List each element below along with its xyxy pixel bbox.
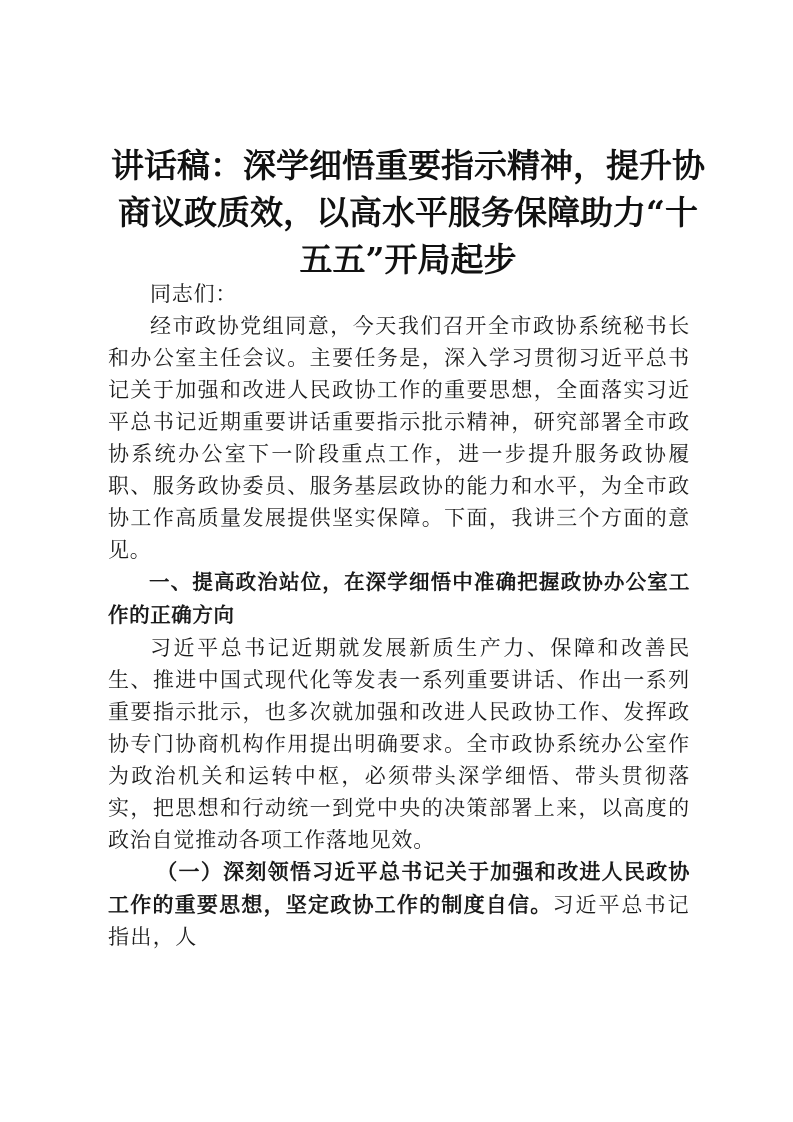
document-title: 讲话稿：深学细悟重要指示精神，提升协商议政质效，以高水平服务保障助力“十五五”开局起步 xyxy=(111,146,705,279)
section-1-paragraph: 习近平总书记近期就发展新质生产力、保障和改善民生、推进中国式现代化等发表一系列重要讲话、作出一系列重要指示批示，也多次就加强和改进人民政协工作、发挥政协专门协商机构作用提出明确要求。全市政协系统办公室作为政治机关和运转中枢，必须带头深学细悟、带头贯彻落实，把思想和行动统一到党中央的决策部署上来，以高度的政治自觉推动各项工作落地见效。 xyxy=(108,636,690,852)
subsection-1-text: 习近平总书记指出，人 xyxy=(108,892,691,949)
subsection-1-heading: （一）深刻领悟习近平总书记关于加强和改进人民政协工作的重要思想，坚定政协工作的制度自信。 xyxy=(108,860,690,917)
section-1-heading: 一、提高政治站位，在深学细悟中准确把握政协办公室工作的正确方向 xyxy=(108,570,690,627)
salutation: 同志们： xyxy=(150,282,238,306)
subsection-1-paragraph xyxy=(108,856,690,954)
document-body xyxy=(108,278,690,954)
intro-paragraph: 经市政协党组同意，今天我们召开全市政协系统秘书长和办公室主任会议。主要任务是，深入学习贯彻习近平总书记关于加强和改进人民政协工作的重要思想，全面落实习近平总书记近期重要讲话重要指示批示精神，研究部署全市政协系统办公室下一阶段重点工作，进一步提升服务政协履职、服务政协委员、服务基层政协的能力和水平，为全市政协工作高质量发展提供坚实保障。下面，我讲三个方面的意见。 xyxy=(108,314,690,562)
